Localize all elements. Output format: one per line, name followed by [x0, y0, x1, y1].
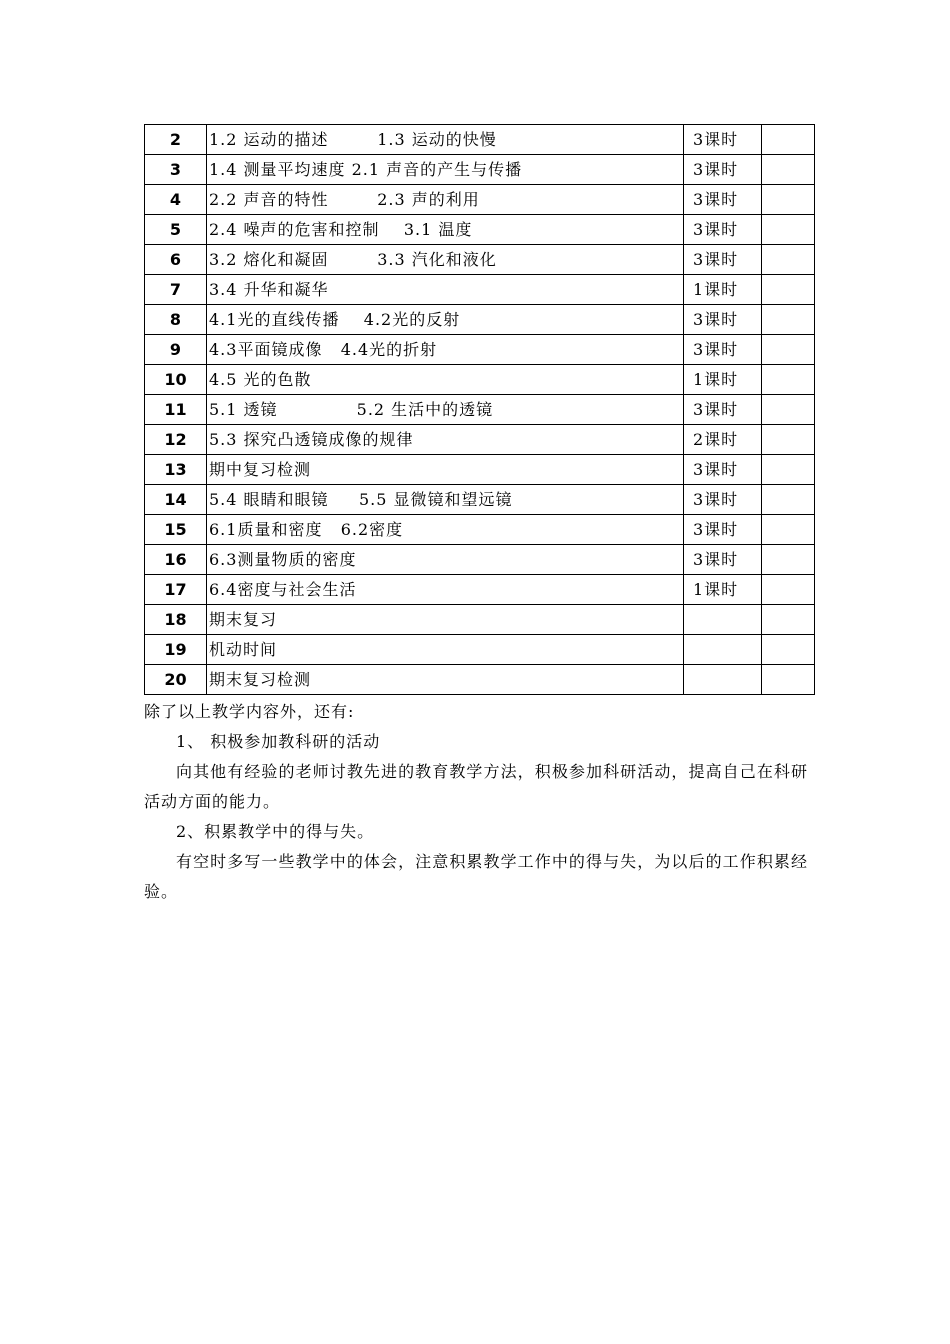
note-cell — [762, 665, 815, 695]
content-cell: 期末复习检测 — [207, 665, 684, 695]
teaching-schedule-table — [144, 124, 815, 695]
week-cell: 13 — [145, 455, 207, 485]
note-cell — [762, 185, 815, 215]
notes-intro: 除了以上教学内容外，还有: — [144, 702, 355, 721]
week-cell: 12 — [145, 425, 207, 455]
content-cell: 机动时间 — [207, 635, 684, 665]
hours-cell: 3课时 — [684, 305, 762, 335]
week-cell: 16 — [145, 545, 207, 575]
week-cell: 11 — [145, 395, 207, 425]
hours-cell: 2课时 — [684, 425, 762, 455]
week-cell: 7 — [145, 275, 207, 305]
note-cell — [762, 245, 815, 275]
schedule-table-body — [145, 125, 815, 695]
note-cell — [762, 455, 815, 485]
week-cell: 20 — [145, 665, 207, 695]
week-cell: 14 — [145, 485, 207, 515]
table-row — [145, 665, 815, 695]
content-cell: 6.4密度与社会生活 — [207, 575, 684, 605]
table-row — [145, 605, 815, 635]
table-row — [145, 365, 815, 395]
hours-cell: 3课时 — [684, 455, 762, 485]
week-cell: 8 — [145, 305, 207, 335]
table-row — [145, 155, 815, 185]
week-cell: 15 — [145, 515, 207, 545]
hours-cell: 3课时 — [684, 125, 762, 155]
notes-item2-title: 2、积累教学中的得与失。 — [176, 822, 375, 841]
document-page — [144, 124, 808, 907]
content-cell: 6.1质量和密度 6.2密度 — [207, 515, 684, 545]
week-cell: 18 — [145, 605, 207, 635]
week-cell: 9 — [145, 335, 207, 365]
content-cell: 期末复习 — [207, 605, 684, 635]
hours-cell — [684, 665, 762, 695]
week-cell: 4 — [145, 185, 207, 215]
hours-cell: 1课时 — [684, 575, 762, 605]
hours-cell: 3课时 — [684, 395, 762, 425]
hours-cell: 3课时 — [684, 185, 762, 215]
week-cell: 5 — [145, 215, 207, 245]
content-cell: 5.1 透镜 5.2 生活中的透镜 — [207, 395, 684, 425]
table-row — [145, 425, 815, 455]
note-cell — [762, 275, 815, 305]
hours-cell: 1课时 — [684, 275, 762, 305]
hours-cell: 3课时 — [684, 545, 762, 575]
note-cell — [762, 335, 815, 365]
content-cell: 4.5 光的色散 — [207, 365, 684, 395]
hours-cell: 3课时 — [684, 245, 762, 275]
hours-cell: 3课时 — [684, 485, 762, 515]
notes-item1-body: 向其他有经验的老师讨教先进的教育教学方法，积极参加科研活动，提高自己在科研活动方面的能力。 — [144, 762, 808, 811]
table-row — [145, 455, 815, 485]
content-cell: 6.3测量物质的密度 — [207, 545, 684, 575]
week-cell: 2 — [145, 125, 207, 155]
note-cell — [762, 425, 815, 455]
table-row — [145, 245, 815, 275]
content-cell: 3.2 熔化和凝固 3.3 汽化和液化 — [207, 245, 684, 275]
content-cell: 1.4 测量平均速度 2.1 声音的产生与传播 — [207, 155, 684, 185]
table-row — [145, 515, 815, 545]
note-cell — [762, 485, 815, 515]
note-cell — [762, 575, 815, 605]
hours-cell: 3课时 — [684, 335, 762, 365]
table-row — [145, 485, 815, 515]
notes-item1-title: 1、 积极参加教科研的活动 — [176, 732, 381, 751]
content-cell: 1.2 运动的描述 1.3 运动的快慢 — [207, 125, 684, 155]
hours-cell — [684, 605, 762, 635]
table-row — [145, 275, 815, 305]
note-cell — [762, 305, 815, 335]
table-row — [145, 185, 815, 215]
table-row — [145, 305, 815, 335]
table-row — [145, 545, 815, 575]
week-cell: 17 — [145, 575, 207, 605]
note-cell — [762, 635, 815, 665]
table-row — [145, 635, 815, 665]
note-cell — [762, 515, 815, 545]
table-row — [145, 215, 815, 245]
notes-item2-body: 有空时多写一些教学中的体会，注意积累教学工作中的得与失，为以后的工作积累经验。 — [144, 852, 808, 901]
week-cell: 3 — [145, 155, 207, 185]
content-cell: 4.1光的直线传播 4.2光的反射 — [207, 305, 684, 335]
table-row — [145, 335, 815, 365]
additional-notes — [144, 697, 808, 907]
content-cell: 2.2 声音的特性 2.3 声的利用 — [207, 185, 684, 215]
content-cell: 4.3平面镜成像 4.4光的折射 — [207, 335, 684, 365]
week-cell: 19 — [145, 635, 207, 665]
week-cell: 6 — [145, 245, 207, 275]
note-cell — [762, 545, 815, 575]
note-cell — [762, 365, 815, 395]
note-cell — [762, 155, 815, 185]
content-cell: 5.3 探究凸透镜成像的规律 — [207, 425, 684, 455]
note-cell — [762, 605, 815, 635]
hours-cell: 3课时 — [684, 155, 762, 185]
table-row — [145, 395, 815, 425]
note-cell — [762, 125, 815, 155]
table-row — [145, 575, 815, 605]
content-cell: 2.4 噪声的危害和控制 3.1 温度 — [207, 215, 684, 245]
content-cell: 5.4 眼睛和眼镜 5.5 显微镜和望远镜 — [207, 485, 684, 515]
hours-cell — [684, 635, 762, 665]
content-cell: 3.4 升华和凝华 — [207, 275, 684, 305]
note-cell — [762, 215, 815, 245]
table-row — [145, 125, 815, 155]
week-cell: 10 — [145, 365, 207, 395]
hours-cell: 3课时 — [684, 215, 762, 245]
note-cell — [762, 395, 815, 425]
content-cell: 期中复习检测 — [207, 455, 684, 485]
hours-cell: 1课时 — [684, 365, 762, 395]
hours-cell: 3课时 — [684, 515, 762, 545]
